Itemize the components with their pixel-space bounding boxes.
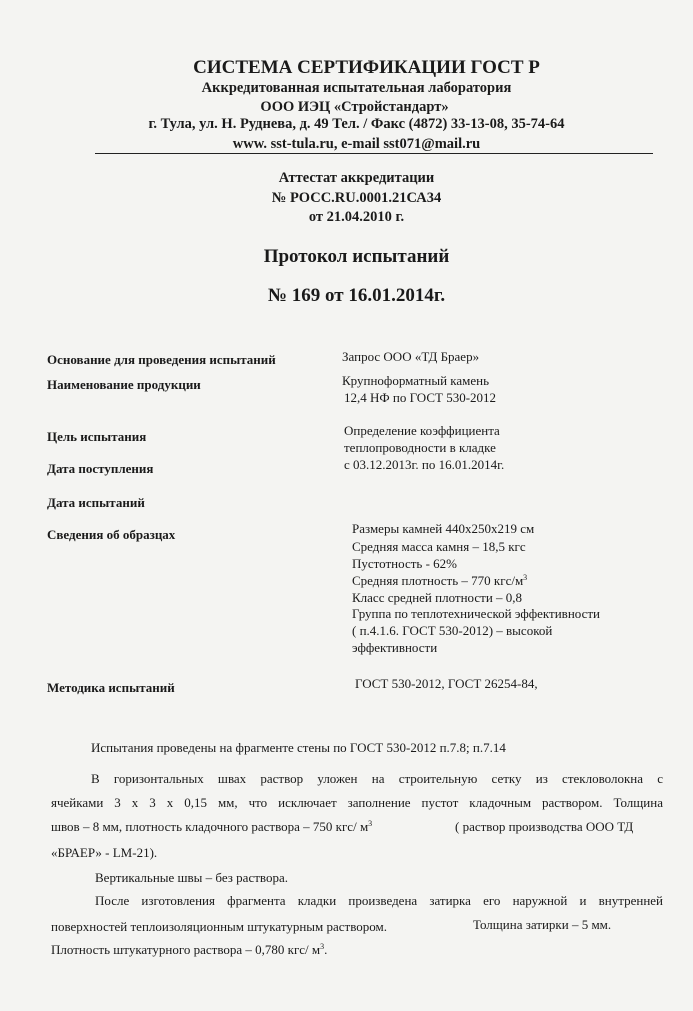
purpose-value-1: Определение коэффициента: [344, 423, 500, 438]
basis-value: Запрос ООО «ТД Браер»: [342, 349, 480, 364]
samples-line-5: Класс средней плотности – 0,8: [352, 590, 523, 605]
attestat-number: № РОСС.RU.0001.21СА34: [271, 190, 442, 206]
received-date-label: Дата поступления: [47, 461, 154, 476]
purpose-value-3: с 03.12.2013г. по 16.01.2014г.: [344, 457, 505, 472]
attestat-title: Аттестат аккредитации: [278, 170, 435, 186]
samples-line-7: ( п.4.1.6. ГОСТ 530-2012) – высокой: [352, 623, 553, 638]
lab-type: Аккредитованная испытательная лаборатория: [201, 80, 512, 96]
purpose-value-2: теплопроводности в кладке: [344, 440, 496, 455]
lab-name: ООО ИЭЦ «Стройстандарт»: [260, 99, 449, 115]
certification-system-title: СИСТЕМА СЕРТИФИКАЦИИ ГОСТ Р: [193, 57, 540, 78]
paragraph-vertical-joints: Вертикальные швы – без раствора.: [95, 870, 288, 885]
attestat-date: от 21.04.2010 г.: [308, 209, 405, 225]
purpose-label: Цель испытания: [47, 429, 147, 444]
paragraph-test-fragment: Испытания проведены на фрагменте стены по ГОСТ 530-2012 п.7.8; п.7.14: [91, 740, 506, 755]
basis-label: Основание для проведения испытаний: [47, 352, 276, 367]
header-divider: [95, 153, 653, 154]
samples-line-8: эффективности: [352, 640, 438, 655]
protocol-number: № 169 от 16.01.2014г.: [267, 285, 446, 306]
samples-line-2: Средняя масса камня – 18,5 кгс: [352, 539, 526, 554]
product-label: Наименование продукции: [47, 377, 201, 392]
samples-line-3: Пустотность - 62%: [352, 556, 457, 571]
lab-contacts: www. sst-tula.ru, e-mail sst071@mail.ru: [232, 136, 481, 152]
method-label: Методика испытаний: [47, 680, 175, 695]
paragraph-joints-line-2: ячейками 3 х 3 х 0,15 мм, что исключает заполнение пустот кладочным раствором. Толщина: [51, 795, 663, 810]
method-value: ГОСТ 530-2012, ГОСТ 26254-84,: [355, 676, 538, 691]
lab-address: г. Тула, ул. Н. Руднева, д. 49 Тел. / Факс (4872) 33-13-08, 35-74-64: [148, 116, 565, 132]
paragraph-joints-line-4: «БРАЕР» - LM-21).: [51, 845, 158, 860]
paragraph-joints-line-1: В горизонтальных швах раствор уложен на строительную сетку из стекловолокна с: [91, 771, 663, 786]
protocol-title: Протокол испытаний: [263, 246, 450, 267]
paragraph-joints-line-3: швов – 8 мм, плотность кладочного раствора – 750 кгс/ $м^3$: [51, 819, 373, 834]
product-value-1: Крупноформатный камень: [342, 373, 490, 388]
samples-line-4: Средняя плотность – 770 кгс/$м^3$: [352, 573, 528, 588]
samples-line-6: Группа по теплотехнической эффективности: [352, 606, 601, 621]
samples-line-1: Размеры камней 440х250х219 см: [352, 521, 535, 536]
paragraph-plaster-line-2b: Толщина затирки – 5 мм.: [473, 917, 612, 932]
paragraph-plaster-line-1: После изготовления фрагмента кладки произведена затирка его наружной и внутренней: [95, 893, 663, 908]
product-value-2: 12,4 НФ по ГОСТ 530-2012: [344, 390, 497, 405]
paragraph-plaster-line-3: Плотность штукатурного раствора – 0,780 кгс/ $м^3$.: [51, 942, 328, 957]
paragraph-plaster-line-2a: поверхностей теплоизоляционным штукатурным раствором.: [51, 919, 387, 934]
samples-label: Сведения об образцах: [47, 527, 176, 542]
test-date-label: Дата испытаний: [47, 495, 145, 510]
paragraph-joints-line-3-end: ( раствор производства ООО ТД: [455, 819, 634, 834]
